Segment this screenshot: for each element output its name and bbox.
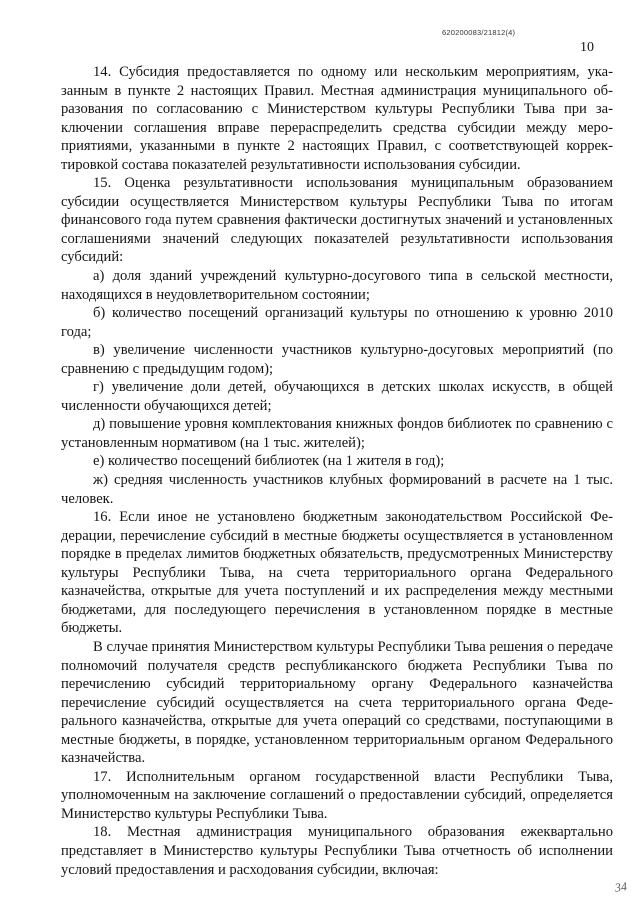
paragraph-18: 18. Местная администрация муниципального образования ежеквартально представляет в Министерство культуры Республики Тыва отчетность об исполнении условий предоставления и расходования субсидии, включая: (61, 824, 613, 878)
paragraph-16: 16. Если иное не установлено бюджетным законодательством Российской Федерации, перечисление субсидий в местные бюджеты осуществляется в установленном порядке в пределах лимитов бюджетных обязательств, предусмотренных Министерству культуры Республики Тыва, на счета территориального органа Федерального казначейства, открытые для учета поступлений и их распределения между местными бюджетами, для последующего перечисления в установленном порядке в местные бюджеты. (61, 509, 613, 637)
paragraph-14: 14. Субсидия предоставляется по одному или нескольким мероприятиям, указанным в пункте 2 настоящих Правил. Местная администрация муниципального образования по согласованию с Министерством культуры Республики Тыва при заключении соглашения вправе перераспределить средства субсидии между мероприятиями, указанными в пункте 2 настоящих Правил, с соответствующей корректировкой состава показателей результативности использования субсидии. (61, 64, 613, 173)
paragraph-15: 15. Оценка результативности использования муниципальным образованием субсидии осуществляется Министерством культуры Республики Тыва по итогам финансового года путем сравнения фактически достигнутых значений и установленных соглашениями значений следующих показателей результативности использования субсидий: (61, 175, 613, 266)
list-item-e: е) количество посещений библиотек (на 1 жителя в год); (93, 453, 445, 470)
list-item-a: а) доля зданий учреждений культурно-досугового типа в сельской местности, находящихся в неудовлетворительном состоянии; (61, 268, 613, 303)
list-item-g: г) увеличение доли детей, обучающихся в детских школах искусств, в общей численности обучающихся детей; (61, 379, 613, 414)
list-item-zh: ж) средняя численность участников клубных формирований в расчете на 1 тыс. человек. (61, 472, 613, 507)
list-item-b: б) количество посещений организаций культуры по отношению к уровню 2010 года; (61, 305, 613, 340)
paragraph-17: 17. Исполнительным органом государственной власти Республики Тыва, уполномоченным на заключение соглашений о предоставлении субсидий, определяется Министерство культуры Республики Тыва. (61, 768, 613, 822)
list-item-v: в) увеличение численности участников культурно-досуговых мероприятий (по сравнению с предыдущим годом); (61, 342, 613, 377)
paragraph-16-continued: В случае принятия Министерством культуры Республики Тыва решения о передаче полномочий получателя средств республиканского бюджета Республики Тыва по перечислению субсидий территориальному органу Федерального казначейства перечисление субсидий осуществляется на счета территориального органа Федерального казначейства, открытые для учета операций со средствами, поступающими в местные бюджеты, в порядке, установленном территориальным органом Федерального казначейства. (61, 638, 613, 767)
document-code: 620200083/21812(4) (442, 28, 516, 37)
document-body (61, 63, 613, 879)
handwritten-page-mark: 34 (614, 879, 628, 895)
page-number: 10 (580, 40, 594, 55)
list-item-d: д) повышение уровня комплектования книжных фондов библиотек по сравнению с установленным нормативом (на 1 тыс. жителей); (61, 416, 613, 451)
